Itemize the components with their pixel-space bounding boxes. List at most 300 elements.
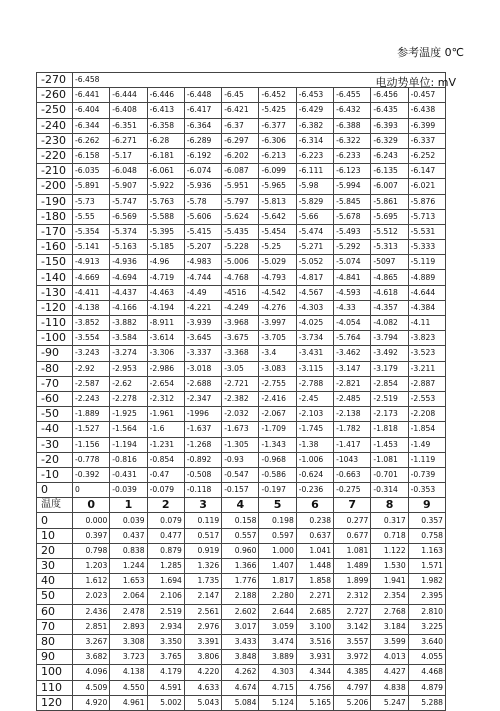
- value-cell: 5.247: [371, 695, 408, 710]
- temperature-cell: -40: [37, 422, 73, 437]
- value-cell: -5.415: [184, 224, 221, 239]
- value-cell: -2.103: [296, 407, 333, 422]
- value-cell: -4.841: [334, 270, 371, 285]
- temperature-cell: -200: [37, 179, 73, 194]
- value-cell: -6.438: [408, 103, 445, 118]
- value-cell: -2.755: [259, 376, 296, 391]
- value-cell: 1.000: [259, 543, 296, 558]
- value-cell: -1.119: [408, 452, 445, 467]
- value-cell: -2.067: [259, 407, 296, 422]
- value-cell: 2.519: [147, 604, 184, 619]
- value-cell: 0.798: [73, 543, 110, 558]
- value-cell: -5.907: [110, 179, 147, 194]
- value-cell: 5.288: [408, 695, 445, 710]
- value-cell: -1.889: [73, 407, 110, 422]
- value-cell: 2.106: [147, 589, 184, 604]
- value-cell: 3.350: [147, 634, 184, 649]
- value-cell: 2.478: [110, 604, 147, 619]
- value-cell: -3.306: [147, 346, 184, 361]
- value-cell: -5.845: [334, 194, 371, 209]
- value-cell: -6.569: [110, 209, 147, 224]
- value-cell: -0.778: [73, 452, 110, 467]
- value-cell: -1043: [334, 452, 371, 467]
- value-cell: -4.983: [184, 255, 221, 270]
- value-cell: -1.782: [334, 422, 371, 437]
- value-cell: -4.669: [73, 270, 110, 285]
- value-cell: 2.280: [259, 589, 296, 604]
- value-cell: 1.530: [371, 559, 408, 574]
- value-cell: -6.289: [184, 133, 221, 148]
- value-cell: -3.675: [222, 331, 259, 346]
- value-cell: -6.202: [222, 148, 259, 163]
- value-cell: 4.179: [147, 665, 184, 680]
- value-cell: -4.889: [408, 270, 445, 285]
- value-cell: 0.477: [147, 528, 184, 543]
- value-cell: -6.243: [371, 148, 408, 163]
- value-cell: 1.285: [147, 559, 184, 574]
- table-row: [37, 194, 446, 209]
- value-cell: -3.823: [408, 331, 445, 346]
- value-cell: 2.561: [184, 604, 221, 619]
- value-cell: -6.192: [184, 148, 221, 163]
- value-cell: -8.911: [147, 316, 184, 331]
- value-cell: [184, 73, 221, 88]
- table-row: [37, 391, 446, 406]
- value-cell: -0.275: [334, 483, 371, 498]
- table-row: [37, 604, 446, 619]
- value-cell: -2.92: [73, 361, 110, 376]
- value-cell: 1.982: [408, 574, 445, 589]
- value-cell: -6.37: [222, 118, 259, 133]
- value-cell: 3.972: [334, 650, 371, 665]
- table-row: [37, 528, 446, 543]
- table-row: [37, 498, 446, 513]
- value-cell: -0.892: [184, 452, 221, 467]
- value-cell: -1.637: [184, 422, 221, 437]
- value-cell: 1.326: [184, 559, 221, 574]
- value-cell: -5.936: [184, 179, 221, 194]
- value-cell: -5.606: [184, 209, 221, 224]
- temperature-cell: 40: [37, 574, 73, 589]
- temperature-cell: -120: [37, 300, 73, 315]
- value-cell: 4.674: [222, 680, 259, 695]
- value-cell: -1.343: [259, 437, 296, 452]
- temperature-cell: 120: [37, 695, 73, 710]
- value-cell: 5.165: [296, 695, 333, 710]
- value-cell: 0.677: [334, 528, 371, 543]
- value-cell: -4.542: [259, 285, 296, 300]
- value-cell: 2.644: [259, 604, 296, 619]
- value-cell: -2.587: [73, 376, 110, 391]
- value-cell: -2.887: [408, 376, 445, 391]
- column-header: 5: [259, 498, 296, 513]
- temperature-cell: -170: [37, 224, 73, 239]
- value-cell: -0.314: [371, 483, 408, 498]
- value-cell: -5.185: [147, 240, 184, 255]
- temperature-cell: -260: [37, 88, 73, 103]
- value-cell: -6.421: [222, 103, 259, 118]
- value-cell: [110, 73, 147, 88]
- value-cell: -0.586: [259, 467, 296, 482]
- table-row: [37, 467, 446, 482]
- value-cell: -0.624: [296, 467, 333, 482]
- value-cell: -4.138: [73, 300, 110, 315]
- value-cell: -5.374: [110, 224, 147, 239]
- value-cell: -6.271: [110, 133, 147, 148]
- thermocouple-table-body: [37, 73, 446, 711]
- value-cell: -1.818: [371, 422, 408, 437]
- table-row: [37, 224, 446, 239]
- value-cell: -3.614: [147, 331, 184, 346]
- value-cell: -1.38: [296, 437, 333, 452]
- value-cell: -1.231: [147, 437, 184, 452]
- value-cell: -5.891: [73, 179, 110, 194]
- value-cell: -3.274: [110, 346, 147, 361]
- value-cell: -4.463: [147, 285, 184, 300]
- reference-temperature-label: 参考温度 0℃: [397, 46, 464, 59]
- value-cell: 4.961: [110, 695, 147, 710]
- temperature-cell: -140: [37, 270, 73, 285]
- value-cell: -4.437: [110, 285, 147, 300]
- value-cell: -5.861: [371, 194, 408, 209]
- value-cell: -1.745: [296, 422, 333, 437]
- column-header: 9: [408, 498, 445, 513]
- value-cell: 2.602: [222, 604, 259, 619]
- value-cell: -5.55: [73, 209, 110, 224]
- value-cell: -0.968: [259, 452, 296, 467]
- temperature-cell: 70: [37, 619, 73, 634]
- value-cell: -2.788: [296, 376, 333, 391]
- value-cell: -0.854: [147, 452, 184, 467]
- value-cell: -5.207: [184, 240, 221, 255]
- value-cell: -2.986: [147, 361, 184, 376]
- value-cell: -5.163: [110, 240, 147, 255]
- value-cell: -6.456: [371, 88, 408, 103]
- column-header: 3: [184, 498, 221, 513]
- value-cell: -5097: [371, 255, 408, 270]
- value-cell: -0.157: [222, 483, 259, 498]
- value-cell: -5.17: [110, 148, 147, 163]
- value-cell: 1.081: [334, 543, 371, 558]
- value-cell: [147, 73, 184, 88]
- value-cell: -6.158: [73, 148, 110, 163]
- value-cell: -6.135: [371, 164, 408, 179]
- value-cell: -3.584: [110, 331, 147, 346]
- temperature-cell: -230: [37, 133, 73, 148]
- value-cell: -2.721: [222, 376, 259, 391]
- value-cell: 2.810: [408, 604, 445, 619]
- table-row: [37, 164, 446, 179]
- value-cell: -4.793: [259, 270, 296, 285]
- value-cell: -4.33: [334, 300, 371, 315]
- value-cell: 2.147: [184, 589, 221, 604]
- value-cell: -6.099: [259, 164, 296, 179]
- temperature-cell: -240: [37, 118, 73, 133]
- column-header: 8: [371, 498, 408, 513]
- value-cell: 3.599: [371, 634, 408, 649]
- value-cell: -5.713: [408, 209, 445, 224]
- value-cell: 1.776: [222, 574, 259, 589]
- value-cell: -2.485: [334, 391, 371, 406]
- value-cell: -3.115: [296, 361, 333, 376]
- value-cell: 0.960: [222, 543, 259, 558]
- value-cell: -5.624: [222, 209, 259, 224]
- value-cell: -3.018: [184, 361, 221, 376]
- temperature-cell: 100: [37, 665, 73, 680]
- value-cell: -5.797: [222, 194, 259, 209]
- value-cell: -4.221: [184, 300, 221, 315]
- value-cell: -6.446: [147, 88, 184, 103]
- value-cell: -5.994: [334, 179, 371, 194]
- value-cell: -0.47: [147, 467, 184, 482]
- table-row: [37, 376, 446, 391]
- value-cell: -0.508: [184, 467, 221, 482]
- table-row: [37, 209, 446, 224]
- value-cell: 4.920: [73, 695, 110, 710]
- temperature-cell: -220: [37, 148, 73, 163]
- value-cell: 4.344: [296, 665, 333, 680]
- value-cell: -6.382: [296, 118, 333, 133]
- value-cell: -6.123: [334, 164, 371, 179]
- table-row: [37, 118, 446, 133]
- value-cell: -3.794: [371, 331, 408, 346]
- value-cell: 3.806: [184, 650, 221, 665]
- value-cell: 1.489: [334, 559, 371, 574]
- value-cell: -1.564: [110, 422, 147, 437]
- value-cell: -2.45: [296, 391, 333, 406]
- value-cell: 0.000: [73, 513, 110, 528]
- table-row: [37, 665, 446, 680]
- value-cell: -0.236: [296, 483, 333, 498]
- value-cell: -5.588: [147, 209, 184, 224]
- value-cell: -6.147: [408, 164, 445, 179]
- value-cell: -6.45: [222, 88, 259, 103]
- value-cell: 2.188: [222, 589, 259, 604]
- value-cell: -6.393: [371, 118, 408, 133]
- value-cell: -3.852: [73, 316, 110, 331]
- value-cell: -0.547: [222, 467, 259, 482]
- value-cell: -2.032: [222, 407, 259, 422]
- value-cell: -0.816: [110, 452, 147, 467]
- value-cell: -4.618: [371, 285, 408, 300]
- value-cell: -5.876: [408, 194, 445, 209]
- value-cell: -4.166: [110, 300, 147, 315]
- value-cell: 4.756: [296, 680, 333, 695]
- value-cell: 3.889: [259, 650, 296, 665]
- value-cell: -5.78: [184, 194, 221, 209]
- value-cell: -4.644: [408, 285, 445, 300]
- value-cell: -3.997: [259, 316, 296, 331]
- value-cell: -6.429: [296, 103, 333, 118]
- value-cell: -6.399: [408, 118, 445, 133]
- value-cell: 2.727: [334, 604, 371, 619]
- table-row: [37, 300, 446, 315]
- value-cell: 2.976: [184, 619, 221, 634]
- value-cell: -4.411: [73, 285, 110, 300]
- value-cell: -4516: [222, 285, 259, 300]
- value-cell: -6.452: [259, 88, 296, 103]
- temperature-cell: -130: [37, 285, 73, 300]
- value-cell: 1.899: [334, 574, 371, 589]
- value-cell: -6.444: [110, 88, 147, 103]
- value-cell: -6.213: [259, 148, 296, 163]
- value-cell: -2.953: [110, 361, 147, 376]
- value-cell: -2.278: [110, 391, 147, 406]
- value-cell: 4.468: [408, 665, 445, 680]
- value-cell: -5.695: [371, 209, 408, 224]
- value-cell: 1.817: [259, 574, 296, 589]
- value-cell: -3.705: [259, 331, 296, 346]
- value-cell: 0.597: [259, 528, 296, 543]
- value-cell: 5.124: [259, 695, 296, 710]
- value-cell: -6.337: [408, 133, 445, 148]
- value-cell: 0.357: [408, 513, 445, 528]
- value-cell: 5.002: [147, 695, 184, 710]
- value-cell: -0.93: [222, 452, 259, 467]
- value-cell: 5.206: [334, 695, 371, 710]
- temperature-cell: 20: [37, 543, 73, 558]
- value-cell: 3.184: [371, 619, 408, 634]
- value-cell: -2.553: [408, 391, 445, 406]
- value-cell: -6.061: [147, 164, 184, 179]
- value-cell: -5.25: [259, 240, 296, 255]
- value-cell: -3.734: [296, 331, 333, 346]
- value-cell: 3.931: [296, 650, 333, 665]
- table-row: [37, 437, 446, 452]
- value-cell: -5.425: [259, 103, 296, 118]
- value-cell: -5.512: [371, 224, 408, 239]
- value-cell: -2.208: [408, 407, 445, 422]
- value-cell: 4.633: [184, 680, 221, 695]
- temperature-cell: -80: [37, 361, 73, 376]
- value-cell: -6.377: [259, 118, 296, 133]
- column-header: 0: [73, 498, 110, 513]
- value-cell: -6.233: [334, 148, 371, 163]
- value-cell: 0.198: [259, 513, 296, 528]
- value-cell: 4.838: [371, 680, 408, 695]
- value-cell: 3.723: [110, 650, 147, 665]
- temperature-cell: 110: [37, 680, 73, 695]
- value-cell: 0.557: [222, 528, 259, 543]
- table-row: [37, 407, 446, 422]
- value-cell: -6.458: [73, 73, 110, 88]
- value-cell: -5.313: [371, 240, 408, 255]
- value-cell: 4.262: [222, 665, 259, 680]
- value-cell: -6.329: [371, 133, 408, 148]
- temperature-cell: 30: [37, 559, 73, 574]
- value-cell: 4.096: [73, 665, 110, 680]
- value-cell: 0.238: [296, 513, 333, 528]
- value-cell: 3.017: [222, 619, 259, 634]
- value-cell: -2.416: [259, 391, 296, 406]
- value-cell: -5.395: [147, 224, 184, 239]
- table-row: [37, 680, 446, 695]
- value-cell: -3.431: [296, 346, 333, 361]
- value-cell: -4.276: [259, 300, 296, 315]
- value-cell: 0.758: [408, 528, 445, 543]
- temperature-cell: -50: [37, 407, 73, 422]
- value-cell: -5.965: [259, 179, 296, 194]
- temperature-cell: -210: [37, 164, 73, 179]
- temperature-cell: 80: [37, 634, 73, 649]
- value-cell: -6.344: [73, 118, 110, 133]
- value-cell: 1.735: [184, 574, 221, 589]
- value-cell: 0.079: [147, 513, 184, 528]
- value-cell: 3.100: [296, 619, 333, 634]
- value-cell: -4.913: [73, 255, 110, 270]
- value-cell: -6.28: [147, 133, 184, 148]
- value-cell: -0.197: [259, 483, 296, 498]
- value-cell: -3.492: [371, 346, 408, 361]
- value-cell: 4.591: [147, 680, 184, 695]
- value-cell: -1.673: [222, 422, 259, 437]
- value-cell: -3.968: [222, 316, 259, 331]
- value-cell: -1.527: [73, 422, 110, 437]
- value-cell: 4.013: [371, 650, 408, 665]
- value-cell: -4.744: [184, 270, 221, 285]
- value-cell: -0.739: [408, 467, 445, 482]
- value-cell: [296, 73, 333, 88]
- value-cell: [334, 73, 371, 88]
- table-row: [37, 255, 446, 270]
- temperature-cell: 50: [37, 589, 73, 604]
- value-cell: -4.694: [110, 270, 147, 285]
- value-cell: 3.142: [334, 619, 371, 634]
- value-cell: -2.382: [222, 391, 259, 406]
- value-cell: -2.854: [371, 376, 408, 391]
- value-cell: 0.437: [110, 528, 147, 543]
- value-cell: -0.392: [73, 467, 110, 482]
- value-cell: -2.821: [334, 376, 371, 391]
- table-row: [37, 316, 446, 331]
- value-cell: -0.039: [110, 483, 147, 498]
- table-row: [37, 483, 446, 498]
- value-cell: -4.817: [296, 270, 333, 285]
- value-cell: -1.268: [184, 437, 221, 452]
- table-row: [37, 179, 446, 194]
- value-cell: -5.228: [222, 240, 259, 255]
- value-cell: 4.385: [334, 665, 371, 680]
- value-cell: 1.858: [296, 574, 333, 589]
- value-cell: -1.081: [371, 452, 408, 467]
- value-cell: -6.404: [73, 103, 110, 118]
- value-cell: -5.493: [334, 224, 371, 239]
- value-cell: -5.531: [408, 224, 445, 239]
- value-cell: -3.523: [408, 346, 445, 361]
- value-cell: 2.354: [371, 589, 408, 604]
- value-cell: 0.277: [334, 513, 371, 528]
- value-cell: -1.49: [408, 437, 445, 452]
- temperature-cell: 10: [37, 528, 73, 543]
- value-cell: -2.519: [371, 391, 408, 406]
- value-cell: -6.413: [147, 103, 184, 118]
- table-row: [37, 346, 446, 361]
- column-header: 7: [334, 498, 371, 513]
- value-cell: -1.305: [222, 437, 259, 452]
- value-cell: -5.119: [408, 255, 445, 270]
- value-cell: -4.567: [296, 285, 333, 300]
- value-cell: -6.408: [110, 103, 147, 118]
- value-cell: -4.865: [371, 270, 408, 285]
- value-cell: 5.043: [184, 695, 221, 710]
- temperature-cell: -180: [37, 209, 73, 224]
- value-cell: 2.395: [408, 589, 445, 604]
- value-cell: -4.025: [296, 316, 333, 331]
- temperature-cell: -100: [37, 331, 73, 346]
- value-cell: 1.163: [408, 543, 445, 558]
- value-cell: -6.181: [147, 148, 184, 163]
- value-cell: -5.292: [334, 240, 371, 255]
